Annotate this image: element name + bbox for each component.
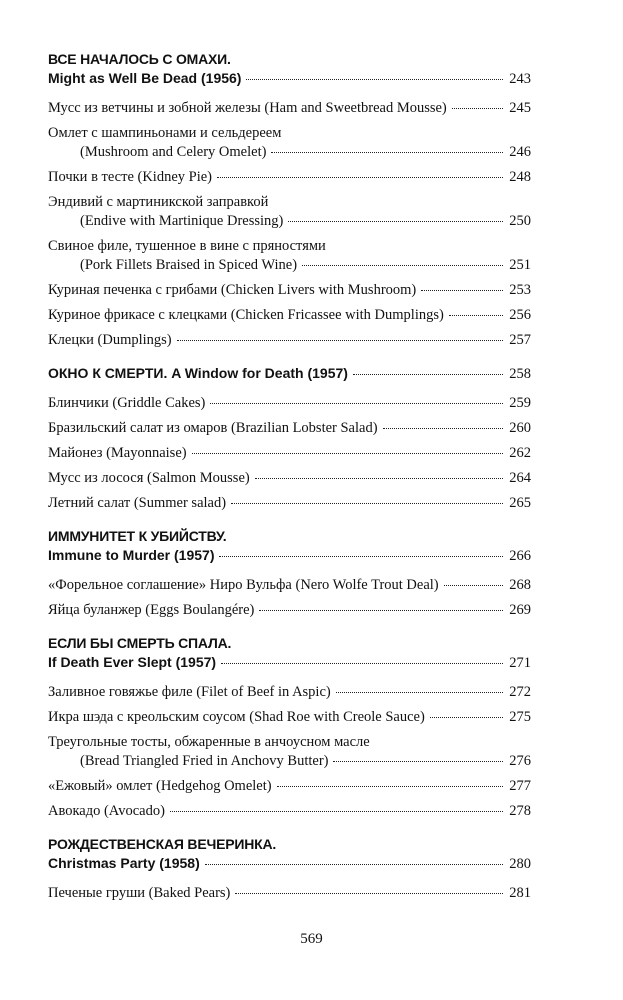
entry-text: Мусс из ветчины и зобной железы (Ham and Sweetbread Mousse) bbox=[48, 100, 447, 116]
toc-entry bbox=[48, 683, 531, 702]
toc-entry bbox=[48, 708, 531, 727]
dot-leader bbox=[217, 177, 503, 178]
section-title: If Death Ever Slept (1957) bbox=[48, 654, 217, 670]
dot-leader bbox=[444, 585, 503, 586]
page-ref: 268 bbox=[509, 577, 531, 593]
toc-section bbox=[48, 835, 531, 903]
section-heading: ЕСЛИ БЫ СМЕРТЬ СПАЛА. bbox=[48, 635, 232, 651]
entry-text: Куриная печенка с грибами (Chicken Livers with Mushroom) bbox=[48, 282, 417, 298]
entry-text: Клецки (Dumplings) bbox=[48, 332, 172, 348]
toc-entry bbox=[48, 733, 531, 771]
page-number: 569 bbox=[300, 931, 323, 947]
page-ref: 280 bbox=[509, 856, 531, 872]
toc-entry bbox=[48, 124, 531, 162]
dot-leader bbox=[205, 864, 503, 865]
dot-leader bbox=[231, 503, 503, 504]
dot-leader bbox=[271, 152, 503, 153]
toc-section bbox=[48, 634, 531, 821]
page-ref: 276 bbox=[509, 753, 531, 769]
page-ref: 259 bbox=[509, 395, 531, 411]
dot-leader bbox=[383, 428, 503, 429]
toc-entry bbox=[48, 576, 531, 595]
entry-text: Бразильский салат из омаров (Brazilian Lobster Salad) bbox=[48, 420, 378, 436]
entry-text: Почки в тесте (Kidney Pie) bbox=[48, 169, 213, 185]
dot-leader bbox=[430, 717, 503, 718]
entry-text: Мусс из лосося (Salmon Mousse) bbox=[48, 470, 250, 486]
dot-leader bbox=[302, 265, 503, 266]
toc-entry bbox=[48, 802, 531, 821]
dot-leader bbox=[259, 610, 503, 611]
entry-line1: Омлет с шампиньонами и сельдереем bbox=[48, 125, 282, 141]
section-title-row bbox=[48, 854, 531, 874]
dot-leader bbox=[277, 786, 503, 787]
toc-entry bbox=[48, 306, 531, 325]
toc-entry bbox=[48, 193, 531, 231]
entry-text: (Bread Triangled Fried in Anchovy Butter) bbox=[80, 753, 329, 769]
page-ref: 260 bbox=[509, 420, 531, 436]
entry-text: Куриное фрикасе с клецками (Chicken Fricassee with Dumplings) bbox=[48, 307, 444, 323]
toc-section bbox=[48, 364, 531, 513]
section-heading: ВСЕ НАЧАЛОСЬ С ОМАХИ. bbox=[48, 51, 231, 67]
entry-text: Яйца буланжер (Eggs Boulangére) bbox=[48, 602, 255, 618]
page-ref: 256 bbox=[509, 307, 531, 323]
section-heading: РОЖДЕСТВЕНСКАЯ ВЕЧЕРИНКА. bbox=[48, 836, 277, 852]
entry-text: Майонез (Mayonnaise) bbox=[48, 445, 187, 461]
toc-entry bbox=[48, 237, 531, 275]
section-title: Immune to Murder (1957) bbox=[48, 547, 215, 563]
entry-text: Авокадо (Avocado) bbox=[48, 803, 165, 819]
section-title-row bbox=[48, 546, 531, 566]
page-ref: 277 bbox=[509, 778, 531, 794]
section-title-row bbox=[48, 653, 531, 673]
page-ref: 243 bbox=[509, 71, 531, 87]
entry-text: Печеные груши (Baked Pears) bbox=[48, 885, 231, 901]
dot-leader bbox=[288, 221, 503, 222]
page-ref: 266 bbox=[509, 548, 531, 564]
entry-text: Блинчики (Griddle Cakes) bbox=[48, 395, 206, 411]
dot-leader bbox=[452, 108, 503, 109]
section-heading: ИММУНИТЕТ К УБИЙСТВУ. bbox=[48, 528, 227, 544]
toc-section bbox=[48, 527, 531, 620]
dot-leader bbox=[210, 403, 503, 404]
entry-line1: Свиное филе, тушенное в вине с пряностями bbox=[48, 238, 326, 254]
dot-leader bbox=[192, 453, 503, 454]
page-ref: 248 bbox=[509, 169, 531, 185]
entry-text: «Ежовый» омлет (Hedgehog Omelet) bbox=[48, 778, 272, 794]
page-ref: 265 bbox=[509, 495, 531, 511]
section-title-row bbox=[48, 69, 531, 89]
section-title: Christmas Party (1958) bbox=[48, 855, 200, 871]
entry-text: (Mushroom and Celery Omelet) bbox=[80, 144, 267, 160]
toc-entry bbox=[48, 99, 531, 118]
page-ref: 251 bbox=[509, 257, 531, 273]
section-title: ОКНО К СМЕРТИ. A Window for Death (1957) bbox=[48, 365, 348, 381]
toc-section bbox=[48, 50, 531, 350]
toc-entry bbox=[48, 469, 531, 488]
page-ref: 272 bbox=[509, 684, 531, 700]
entry-text: Икра шэда с креольским соусом (Shad Roe with Creole Sauce) bbox=[48, 709, 425, 725]
section-title: Might as Well Be Dead (1956) bbox=[48, 70, 242, 86]
entry-text: Заливное говяжье филе (Filet of Beef in Aspic) bbox=[48, 684, 331, 700]
page-ref: 269 bbox=[509, 602, 531, 618]
dot-leader bbox=[219, 556, 503, 557]
page-ref: 278 bbox=[509, 803, 531, 819]
entry-text: (Endive with Martinique Dressing) bbox=[80, 213, 284, 229]
entry-line1: Эндивий с мартиникской заправкой bbox=[48, 194, 269, 210]
dot-leader bbox=[333, 761, 503, 762]
dot-leader bbox=[353, 374, 503, 375]
page-ref: 262 bbox=[509, 445, 531, 461]
page-ref: 257 bbox=[509, 332, 531, 348]
dot-leader bbox=[177, 340, 503, 341]
dot-leader bbox=[449, 315, 503, 316]
dot-leader bbox=[235, 893, 503, 894]
page-ref: 253 bbox=[509, 282, 531, 298]
toc-entry bbox=[48, 444, 531, 463]
toc-entry bbox=[48, 394, 531, 413]
page-ref: 264 bbox=[509, 470, 531, 486]
entry-line1: Треугольные тосты, обжаренные в анчоусном масле bbox=[48, 734, 370, 750]
toc-entry bbox=[48, 281, 531, 300]
toc-entry bbox=[48, 777, 531, 796]
entry-text: Летний салат (Summer salad) bbox=[48, 495, 227, 511]
toc-entry bbox=[48, 331, 531, 350]
entry-text: (Pork Fillets Braised in Spiced Wine) bbox=[80, 257, 298, 273]
toc-entry bbox=[48, 601, 531, 620]
toc-entry bbox=[48, 494, 531, 513]
toc-entry bbox=[48, 168, 531, 187]
dot-leader bbox=[421, 290, 503, 291]
entry-text: «Форельное соглашение» Ниро Вульфа (Nero Wolfe Trout Deal) bbox=[48, 577, 439, 593]
dot-leader bbox=[221, 663, 503, 664]
page-ref: 281 bbox=[509, 885, 531, 901]
toc-entry bbox=[48, 419, 531, 438]
page-ref: 258 bbox=[509, 366, 531, 382]
dot-leader bbox=[170, 811, 503, 812]
page-ref: 250 bbox=[509, 213, 531, 229]
page-ref: 271 bbox=[509, 655, 531, 671]
toc-entry bbox=[48, 884, 531, 903]
dot-leader bbox=[246, 79, 503, 80]
page-ref: 246 bbox=[509, 144, 531, 160]
page-ref: 245 bbox=[509, 100, 531, 116]
table-of-contents bbox=[48, 50, 531, 917]
dot-leader bbox=[255, 478, 503, 479]
dot-leader bbox=[336, 692, 503, 693]
page-ref: 275 bbox=[509, 709, 531, 725]
section-title-row bbox=[48, 364, 531, 384]
